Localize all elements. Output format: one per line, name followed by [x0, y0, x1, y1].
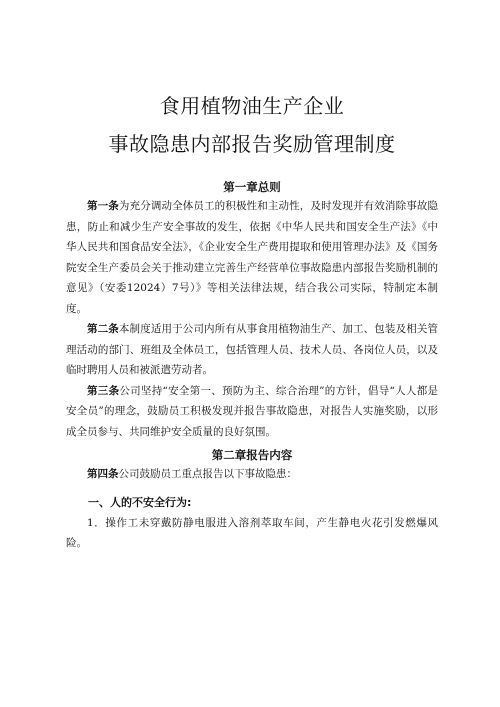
- section-1-heading: 一、人的不安全行为:: [88, 495, 192, 509]
- article-2-text: 本制度适用于公司内所有从事食用植物油生产、加工、包装及相关管理活动的部门、班组及全体员工，包括管理人员、技术人员、各岗位人员，以及临时聘用人员和被派遣劳动者。: [66, 323, 438, 376]
- article-1-lead: 第一条: [87, 200, 119, 212]
- article-4-lead: 第四条: [87, 468, 119, 480]
- chapter-1-heading: 第一章总则: [223, 180, 281, 194]
- article-1-text: 为充分调动全体员工的积极性和主动性，及时发现并有效消除事故隐患，防止和减少生产安全事故的发生，依据《中华人民共和国安全生产法》《中华人民共和国食品安全法》，《企业安全生产费用提取和使用管理办法》及《国务院安全生产委员会关于推动建立完善生产经营单位事故隐患内部报告奖励机制的意见》（安委12024）7号）》等相关法律法规，结合我公司实际，特制定本制度。: [66, 200, 438, 315]
- document-title-line1: 食用植物油生产企业: [159, 94, 345, 118]
- article-4-text: 公司鼓励员工重点报告以下事故隐患：: [118, 468, 297, 480]
- article-3-text: 公司坚持“安全第一、预防为主、综合治理”的方针，倡导“人人都是安全员”的理念，鼓励员工积极发现并报告事故隐患，对报告人实施奖励，以形成全员参与、共同维护安全质量的良好氛围。: [66, 384, 438, 438]
- article-2: [66, 319, 438, 381]
- article-3: [66, 381, 438, 443]
- article-1: [66, 196, 438, 319]
- document-title-line2: 事故隐患内部报告奖励管理制度: [108, 132, 396, 156]
- article-2-lead: 第二条: [87, 323, 119, 335]
- chapter-2-heading: 第二章报告内容: [211, 448, 293, 462]
- article-4: [66, 464, 438, 485]
- list-item-1: 1．操作工未穿戴防静电服进入溶剂萃取车间，产生静电火花引发燃爆风险。: [66, 516, 438, 549]
- article-3-lead: 第三条: [87, 384, 120, 397]
